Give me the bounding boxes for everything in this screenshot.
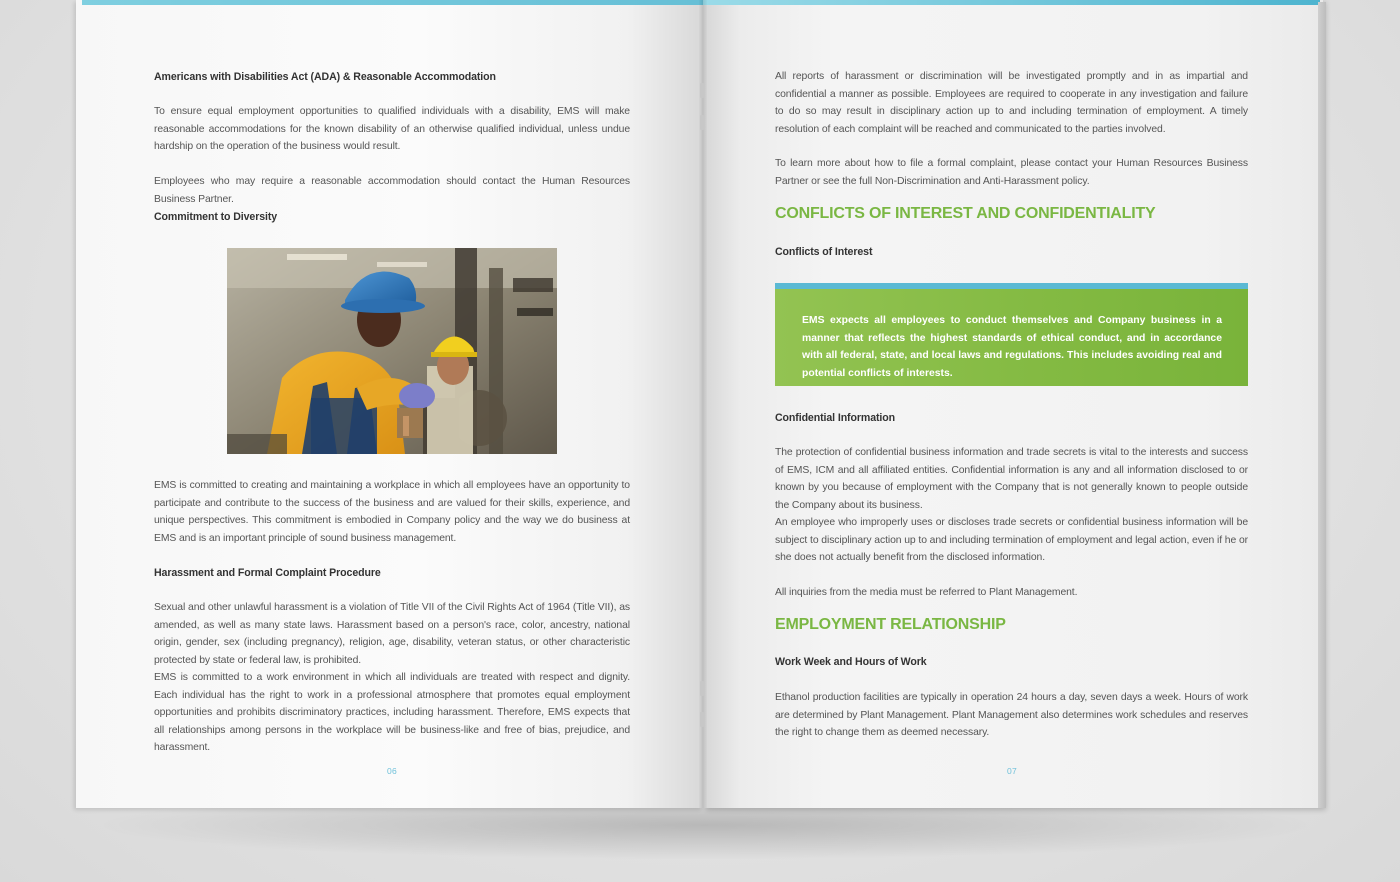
spine-stitch [700, 83, 704, 98]
work-week-paragraph: Ethanol production facilities are typically in operation 24 hours a day, seven days a week. Hours of work are determined by Plant Management. Plant Management also determines work schedules and reserves the right to change them as deemed necessary. [775, 692, 1248, 738]
confidential-paragraph-1: The protection of confidential business information and trade secrets is vital to the interests and success of EMS, ICM and all affiliated entities. Confidential information is any and all information disclosed to or known by you because of employment with the Company that is not generally known to people outside the Company about its business. [775, 447, 1248, 511]
employment-section-heading: EMPLOYMENT RELATIONSHIP [775, 616, 1006, 633]
callout-text: EMS expects all employees to conduct themselves and Company business in a manner that reflects the highest standards of ethical conduct, and in accordance with all federal, state, and local laws and regulations. This includes avoiding real and potential conflicts of interests. [802, 315, 1222, 379]
reports-paragraph: All reports of harassment or discrimination will be investigated promptly and in as impartial and confidential a manner as possible. Employees are required to cooperate in any investigation and failure to do so may result in disciplinary action up to and including termination of employment. A timely resolution of each complaint will be reached and communicated to the parties involved. [775, 71, 1248, 135]
media-paragraph: All inquiries from the media must be referred to Plant Management. [775, 587, 1078, 598]
spine-stitch [700, 115, 704, 130]
confidential-heading: Confidential Information [775, 412, 896, 424]
left-page-number: 06 [387, 766, 398, 776]
left-page-content [154, 0, 630, 808]
right-page-number: 07 [1007, 766, 1018, 776]
ada-paragraph-2: Employees who may require a reasonable accommodation should contact the Human Resources Business Partner. [154, 176, 630, 205]
workers-photo [227, 248, 557, 454]
conflicts-heading: Conflicts of Interest [775, 246, 873, 258]
right-page [703, 0, 1323, 808]
conflicts-callout [775, 283, 1248, 386]
diversity-paragraph: EMS is committed to creating and maintaining a workplace in which all employees have an opportunity to participate and contribute to the success of the business and are valued for their skills, experience, and unique perspectives. This commitment is embodied in Company policy and the way we do business at EMS and is an important principle of sound business management. [154, 480, 630, 544]
spine-stitch [700, 681, 704, 696]
diversity-heading: Commitment to Diversity [154, 211, 278, 223]
workers-photo-illustration [227, 248, 557, 454]
spine-stitch [700, 712, 704, 727]
harassment-paragraph-2: EMS is committed to a work environment in which all individuals are treated with respect and dignity. Each individual has the right to work in a professional atmosphere that promotes equal employment opportunities and prohibits discriminatory practices, including harassment. Therefore, EMS expects that all relationships among persons in the workplace will be business-like and free of bias, prejudice, and harassment. [154, 672, 630, 753]
work-week-heading: Work Week and Hours of Work [775, 656, 927, 668]
left-page [76, 0, 703, 808]
ada-paragraph-1: To ensure equal employment opportunities to qualified individuals with a disability, EMS will make reasonable accommodations for the known disability of an otherwise qualified individual, unless undue hardship on the operation of the business would result. [154, 106, 630, 152]
harassment-paragraph-1: Sexual and other unlawful harassment is a violation of Title VII of the Civil Rights Act of 1964 (Title VII), as amended, as well as many state laws. Harassment based on a person's race, color, ancestry, national origin, gender, sex (including pregnancy), religion, age, disability, veteran status, or other characteristic protected by state or federal law, is prohibited. [154, 602, 630, 666]
learn-more-paragraph: To learn more about how to file a formal complaint, please contact your Human Resources Business Partner or see the full Non-Discrimination and Anti-Harassment policy. [775, 158, 1248, 187]
confidential-paragraph-2: An employee who improperly uses or discloses trade secrets or confidential business information will be subject to disciplinary action up to and including termination of employment and legal action, even if he or she does not actually benefit from the disclosed information. [775, 517, 1248, 563]
right-page-content [775, 0, 1248, 808]
right-page-edge [1318, 2, 1326, 808]
callout-top-bar [775, 283, 1248, 289]
ada-heading: Americans with Disabilities Act (ADA) & Reasonable Accommodation [154, 71, 496, 83]
harassment-heading: Harassment and Formal Complaint Procedure [154, 567, 381, 579]
conflicts-section-heading: CONFLICTS OF INTEREST AND CONFIDENTIALITY [775, 205, 1156, 222]
